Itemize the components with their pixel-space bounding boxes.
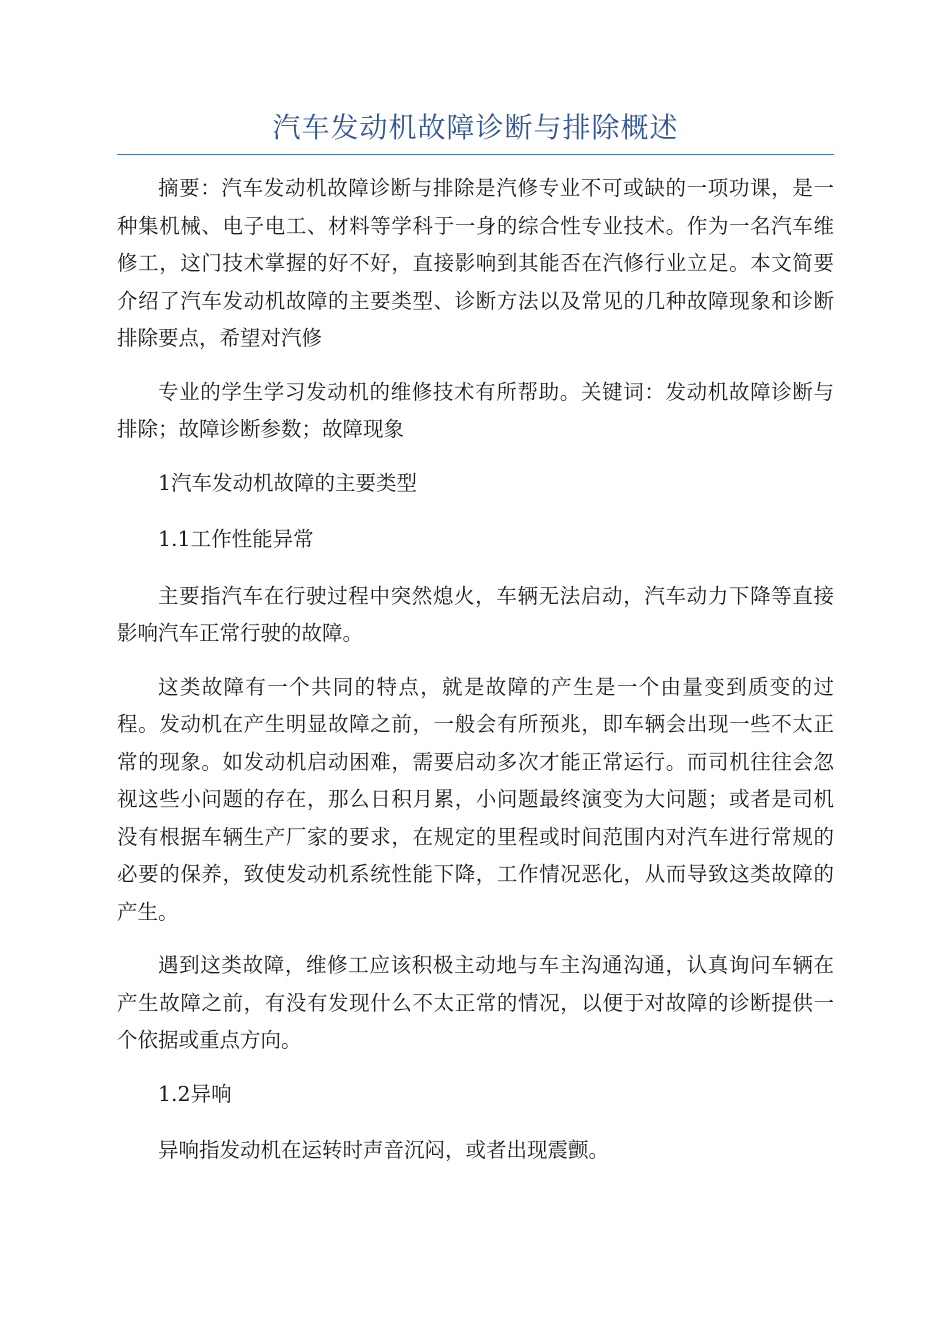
abstract-continued-paragraph: 专业的学生学习发动机的维修技术有所帮助。关键词：发动机故障诊断与排除；故障诊断参数；故障现象 — [117, 379, 834, 441]
abstract-paragraph: 摘要：汽车发动机故障诊断与排除是汽修专业不可或缺的一项功课，是一种集机械、电子电工、材料等学科于一身的综合性专业技术。作为一名汽车维修工，这门技术掌握的好不好，直接影响到其能否在汽修行业立足。本文简要介绍了汽车发动机故障的主要类型、诊断方法以及常见的几种故障现象和诊断排除要点，希望对汽修 — [117, 176, 834, 350]
body-paragraph: 主要指汽车在行驶过程中突然熄火，车辆无法启动，汽车动力下降等直接影响汽车正常行驶的故障。 — [117, 583, 834, 645]
subsection-heading-1-1: 1.1工作性能异常 — [158, 527, 314, 551]
body-paragraph: 遇到这类故障，维修工应该积极主动地与车主沟通沟通，认真询问车辆在产生故障之前，有没有发现什么不太正常的情况，以便于对故障的诊断提供一个依据或重点方向。 — [117, 953, 834, 1052]
section-heading-1: 1汽车发动机故障的主要类型 — [158, 470, 418, 495]
body-paragraph: 这类故障有一个共同的特点，就是故障的产生是一个由量变到质变的过程。发动机在产生明显故障之前，一般会有所预兆，即车辆会出现一些不太正常的现象。如发动机启动困难，需要启动多次才能正常运行。而司机往往会忽视这些小问题的存在，那么日积月累，小问题最终演变为大问题；或者是司机没有根据车辆生产厂家的要求，在规定的里程或时间范围内对汽车进行常规的必要的保养，致使发动机系统性能下降，工作情况恶化，从而导致这类故障的产生。 — [117, 674, 834, 924]
document-body — [117, 170, 834, 1186]
document-title: 汽车发动机故障诊断与排除概述 — [272, 111, 679, 144]
title-underline — [117, 154, 834, 155]
subsection-heading-1-2: 1.2异响 — [158, 1081, 232, 1106]
body-paragraph: 异响指发动机在运转时声音沉闷，或者出现震颤。 — [158, 1138, 609, 1162]
